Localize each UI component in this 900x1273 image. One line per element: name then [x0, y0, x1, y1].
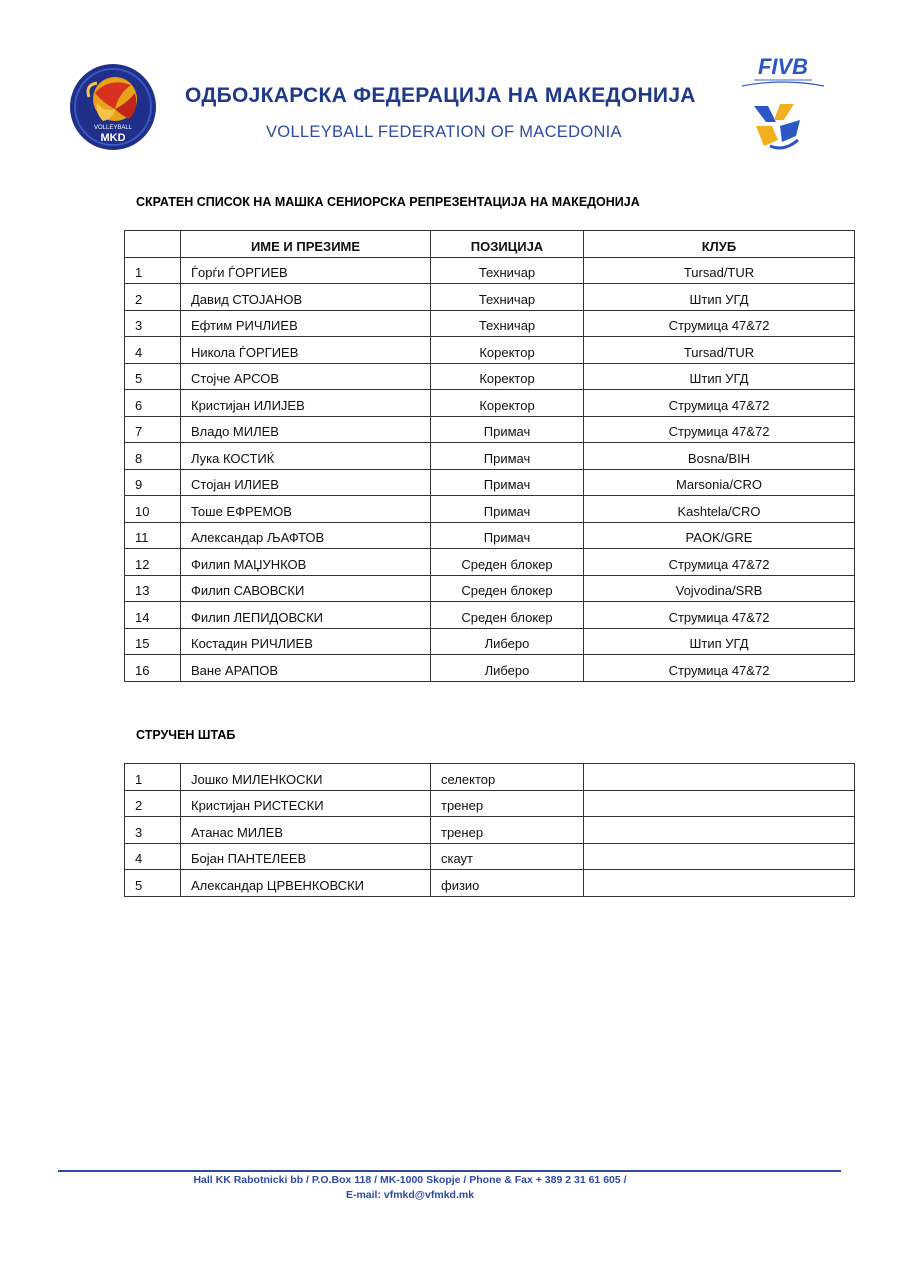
- roster-table: [124, 230, 855, 682]
- row-number: 5: [125, 363, 181, 390]
- row-number: 2: [125, 284, 181, 311]
- staff-role: тренер: [431, 817, 584, 844]
- staff-extra: [584, 870, 855, 897]
- row-number: 13: [125, 575, 181, 602]
- row-number: 4: [125, 337, 181, 364]
- table-row: [125, 655, 855, 682]
- row-number: 16: [125, 655, 181, 682]
- player-club: Tursad/TUR: [584, 337, 855, 364]
- volleyball-federation-mkd-logo: [69, 63, 157, 151]
- player-name: Лука КОСТИЌ: [181, 443, 431, 470]
- player-name: Ване АРАПОВ: [181, 655, 431, 682]
- player-name: Тоше ЕФРЕМОВ: [181, 496, 431, 523]
- row-number: 10: [125, 496, 181, 523]
- table-row: [125, 522, 855, 549]
- table-row: [125, 575, 855, 602]
- table-row: [125, 416, 855, 443]
- staff-name: Александар ЦРВЕНКОВСКИ: [181, 870, 431, 897]
- staff-heading: СТРУЧЕН ШТАБ: [136, 728, 236, 742]
- player-name: Александар ЉАФТОВ: [181, 522, 431, 549]
- row-number: 3: [125, 817, 181, 844]
- player-club: Штип УГД: [584, 628, 855, 655]
- table-row: [125, 469, 855, 496]
- staff-role: селектор: [431, 764, 584, 791]
- row-number: 8: [125, 443, 181, 470]
- player-club: PAOK/GRE: [584, 522, 855, 549]
- player-name: Владо МИЛЕВ: [181, 416, 431, 443]
- column-header-name: ИМЕ И ПРЕЗИМЕ: [181, 231, 431, 258]
- roster-header-row: [125, 231, 855, 258]
- row-number: 12: [125, 549, 181, 576]
- player-position: Коректор: [431, 390, 584, 417]
- player-position: Либеро: [431, 628, 584, 655]
- org-name-mk: ОДБОЈКАРСКА ФЕДЕРАЦИЈА НА МАКЕДОНИЈА: [185, 84, 696, 107]
- player-name: Кристијан ИЛИЈЕВ: [181, 390, 431, 417]
- player-name: Давид СТОЈАНОВ: [181, 284, 431, 311]
- row-number: 6: [125, 390, 181, 417]
- player-name: Стојан ИЛИЕВ: [181, 469, 431, 496]
- row-number: 7: [125, 416, 181, 443]
- row-number: 1: [125, 764, 181, 791]
- table-row: [125, 363, 855, 390]
- staff-name: Атанас МИЛЕВ: [181, 817, 431, 844]
- staff-extra: [584, 790, 855, 817]
- fivb-logo: [738, 52, 828, 94]
- org-name-en: VOLLEYBALL FEDERATION OF MACEDONIA: [266, 123, 622, 141]
- table-row: [125, 310, 855, 337]
- row-number: 5: [125, 870, 181, 897]
- staff-extra: [584, 843, 855, 870]
- row-number: 15: [125, 628, 181, 655]
- player-name: Филип ЛЕПИДОВСКИ: [181, 602, 431, 629]
- player-position: Среден блокер: [431, 602, 584, 629]
- table-row: [125, 284, 855, 311]
- row-number: 11: [125, 522, 181, 549]
- row-number: 14: [125, 602, 181, 629]
- player-position: Примач: [431, 469, 584, 496]
- table-row: [125, 602, 855, 629]
- player-club: Струмица 47&72: [584, 655, 855, 682]
- staff-extra: [584, 764, 855, 791]
- row-number: 9: [125, 469, 181, 496]
- player-position: Среден блокер: [431, 575, 584, 602]
- player-position: Среден блокер: [431, 549, 584, 576]
- svg-text:FIVB: FIVB: [757, 54, 809, 79]
- staff-name: Јошко МИЛЕНКОСКИ: [181, 764, 431, 791]
- staff-name: Кристијан РИСТЕСКИ: [181, 790, 431, 817]
- player-position: Примач: [431, 443, 584, 470]
- player-name: Филип МАЏУНКОВ: [181, 549, 431, 576]
- player-club: Vojvodina/SRB: [584, 575, 855, 602]
- player-name: Филип САВОВСКИ: [181, 575, 431, 602]
- column-header-club: КЛУБ: [584, 231, 855, 258]
- staff-role: физио: [431, 870, 584, 897]
- player-club: Bosna/BIH: [584, 443, 855, 470]
- table-row: [125, 496, 855, 523]
- table-row: [125, 817, 855, 844]
- player-position: Примач: [431, 416, 584, 443]
- player-club: Kashtela/CRO: [584, 496, 855, 523]
- roster-heading: СКРАТЕН СПИСОК НА МАШКА СЕНИОРСКА РЕПРЕЗЕНТАЦИЈА НА МАКЕДОНИЈА: [136, 195, 640, 209]
- player-club: Marsonia/CRO: [584, 469, 855, 496]
- player-club: Штип УГД: [584, 284, 855, 311]
- staff-extra: [584, 817, 855, 844]
- player-position: Примач: [431, 496, 584, 523]
- player-club: Tursad/TUR: [584, 257, 855, 284]
- table-row: [125, 390, 855, 417]
- player-position: Либеро: [431, 655, 584, 682]
- fivb-emblem-icon: [750, 100, 806, 152]
- player-position: Коректор: [431, 337, 584, 364]
- player-name: Костадин РИЧЛИЕВ: [181, 628, 431, 655]
- svg-text:VOLLEYBALL: VOLLEYBALL: [93, 125, 133, 131]
- table-row: [125, 870, 855, 897]
- table-row: [125, 257, 855, 284]
- row-number: 4: [125, 843, 181, 870]
- row-number: 2: [125, 790, 181, 817]
- player-club: Струмица 47&72: [584, 602, 855, 629]
- player-club: Струмица 47&72: [584, 549, 855, 576]
- player-name: Ефтим РИЧЛИЕВ: [181, 310, 431, 337]
- table-row: [125, 764, 855, 791]
- player-name: Ѓорѓи ЃОРГИЕВ: [181, 257, 431, 284]
- staff-role: тренер: [431, 790, 584, 817]
- table-row: [125, 843, 855, 870]
- table-row: [125, 790, 855, 817]
- svg-text:MKD: MKD: [100, 132, 126, 144]
- row-number: 3: [125, 310, 181, 337]
- player-club: Струмица 47&72: [584, 416, 855, 443]
- player-name: Стојче АРСОВ: [181, 363, 431, 390]
- player-club: Струмица 47&72: [584, 390, 855, 417]
- footer-divider: [58, 1170, 841, 1172]
- staff-role: скаут: [431, 843, 584, 870]
- table-row: [125, 337, 855, 364]
- row-number: 1: [125, 257, 181, 284]
- staff-name: Бојан ПАНТЕЛЕЕВ: [181, 843, 431, 870]
- staff-table: [124, 763, 855, 897]
- footer-email: E-mail: vfmkd@vfmkd.mk: [345, 1189, 475, 1201]
- player-position: Коректор: [431, 363, 584, 390]
- column-header-number: [125, 231, 181, 258]
- column-header-position: ПОЗИЦИЈА: [431, 231, 584, 258]
- player-position: Техничар: [431, 257, 584, 284]
- player-club: Струмица 47&72: [584, 310, 855, 337]
- player-position: Примач: [431, 522, 584, 549]
- player-position: Техничар: [431, 310, 584, 337]
- table-row: [125, 443, 855, 470]
- table-row: [125, 549, 855, 576]
- player-position: Техничар: [431, 284, 584, 311]
- player-club: Штип УГД: [584, 363, 855, 390]
- table-row: [125, 628, 855, 655]
- footer-address: Hall KK Rabotnicki bb / P.O.Box 118 / MK-1000 Skopje / Phone & Fax + 389 2 31 61 605 /: [193, 1174, 627, 1186]
- player-name: Никола ЃОРГИЕВ: [181, 337, 431, 364]
